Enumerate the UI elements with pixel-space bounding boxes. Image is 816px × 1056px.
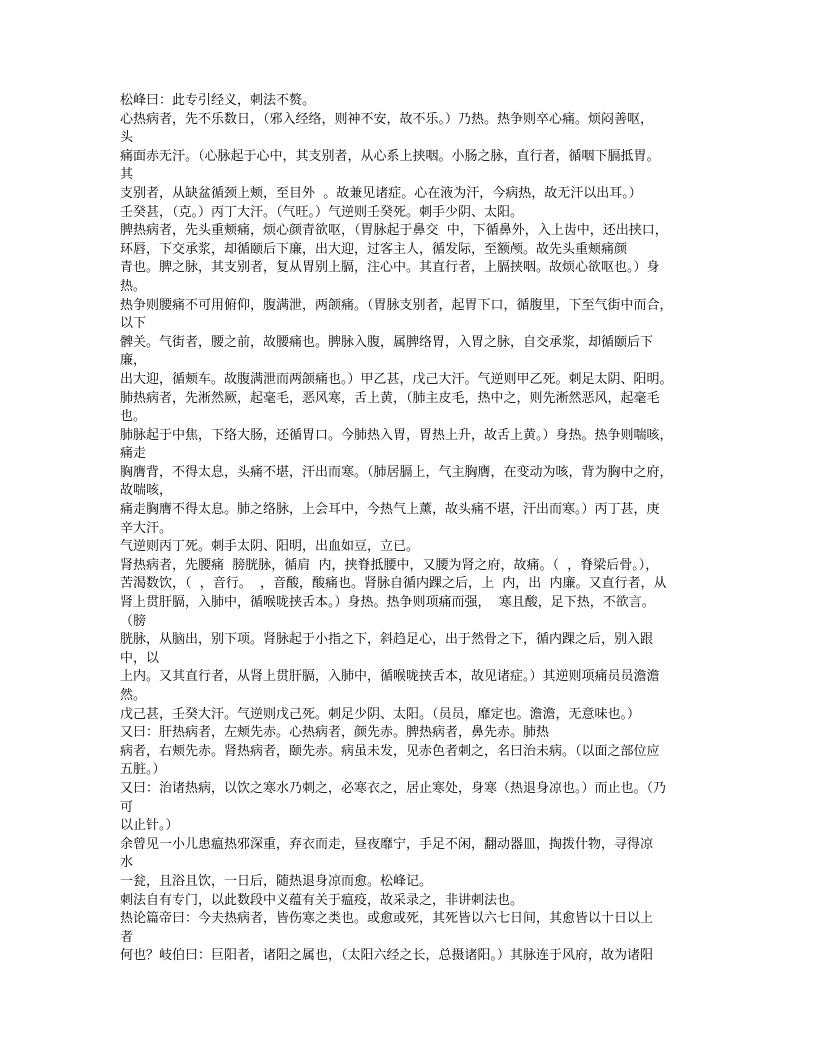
text-line: 胸膺背，不得太息，头痛不堪，汗出而寒。（肺居膈上，气主胸膺，在变动为咳，背为胸中之府， bbox=[120, 464, 673, 480]
text-line: 者 bbox=[120, 929, 134, 945]
text-line: 环唇，下交承浆，却循颐后下廉，出大迎，过客主人，循发际，至额颅。故先头重颊痛颜 bbox=[120, 241, 628, 257]
text-line: 可 bbox=[120, 799, 134, 815]
text-line: 气逆则丙丁死。刺手太阴、阳明，出血如豆，立已。 bbox=[120, 539, 420, 555]
text-line: 辛大汗。 bbox=[120, 520, 173, 536]
text-line: 上内。又其直行者，从肾上贯肝膈，入肺中，循喉咙挟舌本，故见诸症。）其逆则项痛员员澹澹 bbox=[120, 669, 660, 685]
text-line: 然。 bbox=[120, 688, 147, 703]
document-page bbox=[120, 92, 696, 966]
text-line: 刺法自有专门，以此数段中义蕴有关于瘟疫，故采录之，非讲刺法也。 bbox=[120, 892, 524, 908]
text-line: 痛走胸膺不得太息。肺之络脉，上会耳中，今热气上薰，故头痛不堪，汗出而寒。）丙丁甚，庚 bbox=[120, 502, 660, 518]
text-line: 肾上贯肝膈，入肺中，循喉咙挟舌本。）身热。热争则项痛而强， 寒且酸，足下热，不欲言。 bbox=[120, 595, 655, 611]
text-line: （膀 bbox=[120, 613, 147, 629]
text-line: 病者，右颊先赤。肾热病者，颐先赤。病虽未发，见赤色者刺之，名曰治未病。（以面之部位应 bbox=[120, 743, 660, 759]
text-line: 痛走 bbox=[120, 446, 147, 462]
text-line: 故喘咳， bbox=[120, 483, 173, 499]
text-line: 支别者，从缺盆循颈上颊，至目外 。故兼见诸症。心在液为汗，今病热，故无汗以出耳。） bbox=[120, 185, 642, 201]
text-line: 其 bbox=[120, 167, 134, 183]
text-line: 肺热病者，先淅然厥，起毫毛，恶风寒，舌上黄，（肺主皮毛，热中之，则先淅然恶风，起毫毛 bbox=[120, 390, 660, 406]
text-line: 水 bbox=[120, 855, 134, 871]
text-line: 何也？岐伯曰：巨阳者，诸阳之属也，（太阳六经之长，总摄诸阳。）其脉连于风府，故为诸阳 bbox=[120, 948, 654, 964]
text-line: 青也。脾之脉，其支别者，复从胃别上膈，注心中。其直行者，上膈挟咽。故烦心欲呕也。）身 bbox=[120, 260, 660, 276]
text-line: 痛面赤无汗。（心脉起于心中，其支别者，从心系上挟咽。小肠之脉，直行者，循咽下膈抵胃。 bbox=[120, 148, 660, 164]
text-line: 髀关。气街者，腰之前，故腰痛也。脾脉入腹，属脾络胃，入胃之脉，自交承浆，却循颐后下 bbox=[120, 334, 654, 350]
text-line: 热。 bbox=[120, 278, 147, 294]
text-line: 胱脉，从脑出，别下项。肾脉起于小指之下，斜趋足心，出于然骨之下，循内踝之后，别入跟 bbox=[120, 632, 654, 648]
text-line: 廉， bbox=[120, 353, 147, 369]
text-line: 以下 bbox=[120, 316, 147, 332]
text-line: 肾热病者，先腰痛 膀胱脉，循肩 内，挟脊抵腰中，又腰为肾之府，故痛。（ ，脊梁后骨。）， bbox=[120, 557, 659, 573]
text-line: 以止针。） bbox=[120, 818, 179, 834]
text-line: 又曰：治诸热病，以饮之寒水乃刺之，必寒衣之，居止寒处，身寒（热退身凉也。）而止也。（乃 bbox=[120, 780, 667, 796]
text-line: 戊己甚，壬癸大汗。气逆则戊己死。刺足少阴、太阳。（员员，靡定也。澹澹，无意味也。） bbox=[120, 706, 641, 722]
text-line: 热争则腰痛不可用俯仰，腹满泄，两颌痛。（胃脉支别者，起胃下口，循腹里，下至气街中而合， bbox=[120, 297, 673, 313]
text-line: 头 bbox=[120, 130, 134, 146]
text-line: 又曰：肝热病者，左颊先赤。心热病者，颜先赤。脾热病者，鼻先赤。肺热 bbox=[120, 725, 550, 741]
text-line: 心热病者，先不乐数日，（邪入经络，则神不安，故不乐。）乃热。热争则卒心痛。烦闷善呕， bbox=[120, 111, 654, 127]
text-line: 松峰曰：此专引经义，刺法不赘。 bbox=[120, 93, 316, 108]
text-line: 也。 bbox=[120, 409, 147, 425]
text-line: 出大迎，循颊车。故腹满泄而两颌痛也。）甲乙甚，戊己大汗。气逆则甲乙死。刺足太阴、阳明。 bbox=[120, 371, 673, 387]
text-line: 壬癸甚，（克。）丙丁大汗。（气旺。）气逆则壬癸死。刺手少阴、太阳。 bbox=[120, 204, 524, 220]
text-line: 热论篇帝曰：今夫热病者，皆伤寒之类也。或愈或死，其死皆以六七日间，其愈皆以十日以上 bbox=[120, 911, 654, 927]
text-line: 一瓮，且浴且饮，一日后，随热退身凉而愈。松峰记。 bbox=[120, 873, 433, 889]
text-line: 余曾见一小儿患瘟热邪深重，弃衣而走，昼夜靡宁，手足不闲，翻动器皿，掏拨什物，寻得凉 bbox=[120, 836, 654, 852]
text-line: 肺脉起于中焦，下络大肠，还循胃口。今肺热入胃，胃热上升，故舌上黄。）身热。热争则喘咳， bbox=[120, 427, 673, 443]
text-line: 五脏。） bbox=[120, 762, 166, 778]
text-line: 苦渴数饮，（ ，音行。 ，音酸，酸痛也。肾脉自循内踝之后，上 内，出 内廉。又直行者，从 bbox=[120, 576, 667, 592]
text-line: 中，以 bbox=[120, 650, 160, 666]
text-line: 脾热病者，先头重颊痛，烦心颜青欲呕，（胃脉起于鼻交 中，下循鼻外，入上齿中，还出挟口， bbox=[120, 223, 668, 239]
